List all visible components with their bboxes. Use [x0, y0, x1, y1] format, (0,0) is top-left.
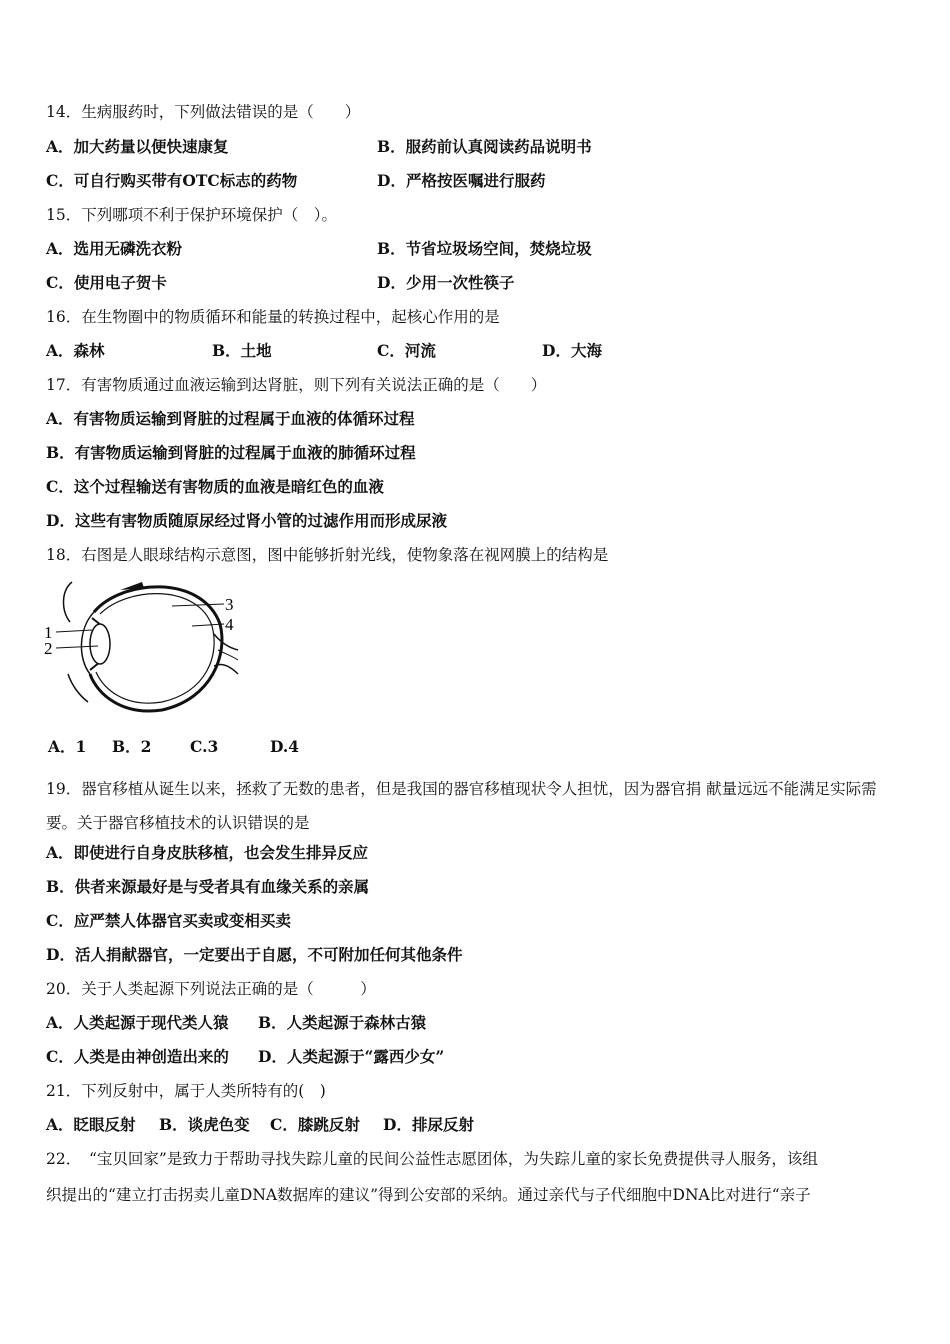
q14-option-a: A．加大药量以便快速康复 [46, 137, 229, 156]
q21-option-a: A．眨眼反射 [46, 1115, 136, 1134]
q17-option-c: C．这个过程输送有害物质的血液是暗红色的血液 [46, 477, 384, 496]
q19-option-b: B．供者来源最好是与受者具有血缘关系的亲属 [46, 877, 370, 896]
q21-option-b: B．谈虎色变 [159, 1115, 250, 1134]
q14-option-b: B．服药前认真阅读药品说明书 [377, 137, 592, 156]
eye-label-2: 2 [44, 639, 53, 658]
q18-option-b: B．2 [112, 737, 152, 756]
q18-option-a: A．1 [48, 737, 87, 756]
q17-option-b: B．有害物质运输到肾脏的过程属于血液的肺循环过程 [46, 443, 416, 462]
q15-option-a: A．选用无磷洗衣粉 [46, 239, 183, 258]
eye-label-4: 4 [225, 615, 234, 634]
q17-option-a: A．有害物质运输到肾脏的过程属于血液的体循环过程 [46, 409, 415, 428]
q20-option-a: A．人类起源于现代类人猿 [46, 1013, 229, 1032]
question-19-stem: 19．器官移植从诞生以来，拯救了无数的患者，但是我国的器官移植现状令人担忧，因为器官捐 献量远远不能满足实际需要。关于器官移植技术的认识错误的是 [46, 780, 877, 832]
q14-option-d: D．严格按医嘱进行服药 [377, 171, 546, 190]
q15-option-b: B．节省垃圾场空间，焚烧垃圾 [377, 239, 592, 258]
q18-option-c: C.3 [190, 737, 219, 756]
q21-option-d: D．排尿反射 [383, 1115, 474, 1134]
q20-option-d: D．人类起源于“露西少女” [258, 1047, 445, 1066]
q18-option-d: D.4 [270, 737, 300, 756]
question-17-stem: 17．有害物质通过血液运输到达肾脏，则下列有关说法正确的是（ ） [46, 376, 547, 394]
q19-option-a: A．即使进行自身皮肤移植，也会发生排异反应 [46, 843, 369, 862]
q19-option-d: D．活人捐献器官，一定要出于自愿，不可附加任何其他条件 [46, 945, 463, 964]
eye-label-1: 1 [44, 623, 53, 642]
q17-option-d: D．这些有害物质随原尿经过肾小管的过滤作用而形成尿液 [46, 511, 447, 530]
q21-option-c: C．膝跳反射 [270, 1115, 360, 1134]
question-21-stem: 21．下列反射中，属于人类所特有的( ) [46, 1082, 326, 1100]
eye-structure-diagram [42, 574, 242, 724]
question-14-stem: 14．生病服药时，下列做法错误的是（ ） [46, 103, 361, 121]
question-22-stem-line-1: 22． “宝贝回家”是致力于帮助寻找失踪儿童的民间公益性志愿团体，为失踪儿童的家长免费提供寻人服务，该组 [46, 1150, 818, 1168]
q20-option-c: C．人类是由神创造出来的 [46, 1047, 229, 1066]
q16-option-b: B．土地 [212, 341, 272, 360]
q16-option-d: D．大海 [542, 341, 602, 360]
question-15-stem: 15．下列哪项不利于保护环境保护（ ）。 [46, 206, 337, 224]
q14-option-c: C．可自行购买带有OTC标志的药物 [46, 171, 298, 190]
question-20-stem: 20．关于人类起源下列说法正确的是（ ） [46, 980, 376, 998]
question-18-stem: 18．右图是人眼球结构示意图，图中能够折射光线，使物象落在视网膜上的结构是 [46, 546, 609, 564]
q16-option-c: C．河流 [377, 341, 436, 360]
eye-label-3: 3 [225, 595, 234, 614]
question-16-stem: 16．在生物圈中的物质循环和能量的转换过程中，起核心作用的是 [46, 308, 500, 326]
question-22-stem-line-2: 织提出的“建立打击拐卖儿童DNA数据库的建议”得到公安部的采纳。通过亲代与子代细胞中DNA比对进行“亲子 [46, 1186, 811, 1204]
q19-option-c: C．应严禁人体器官买卖或变相买卖 [46, 911, 291, 930]
q15-option-c: C．使用电子贺卡 [46, 273, 167, 292]
q16-option-a: A．森林 [46, 341, 105, 360]
q15-option-d: D．少用一次性筷子 [377, 273, 515, 292]
q20-option-b: B．人类起源于森林古猿 [258, 1013, 427, 1032]
